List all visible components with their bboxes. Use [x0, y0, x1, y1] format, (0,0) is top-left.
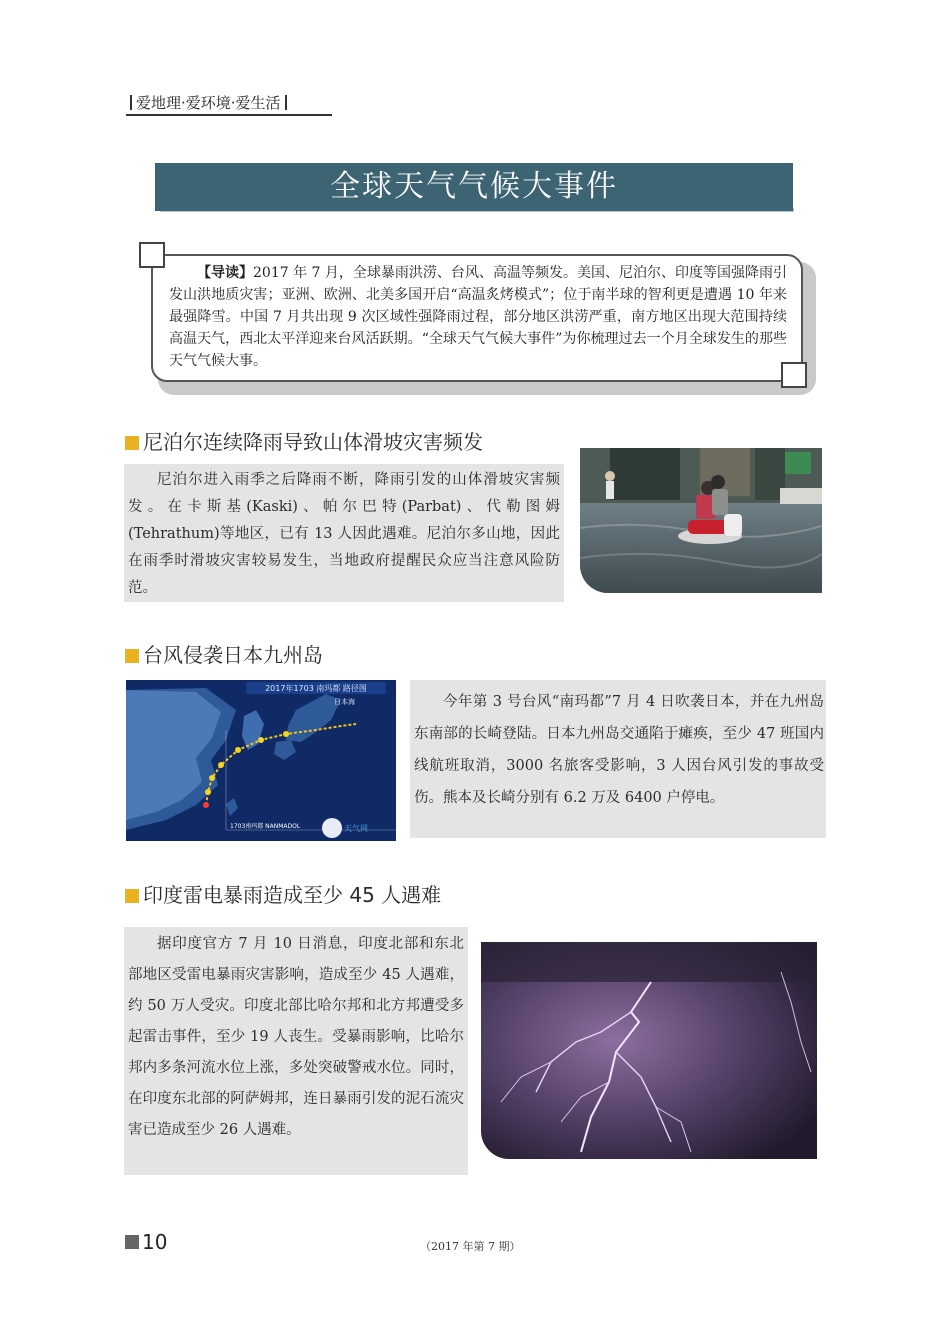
lead-corner-top-left	[139, 242, 165, 268]
heading-text: 尼泊尔连续降雨导致山体滑坡灾害频发	[143, 430, 483, 454]
section-heading-india	[125, 881, 441, 909]
body-text: 尼泊尔进入雨季之后降雨不断，降雨引发的山体滑坡灾害频发。在卡斯基(Kaski)、帕尔巴特(Parbat)、代勒图姆(Tehrathum)等地区，已有 13 人因此遇难。尼泊尔多山地，因此在雨季时滑坡灾害较易发生，当地政府提醒民众应当注意风险防范。	[128, 472, 560, 596]
header-bar-right	[285, 95, 287, 110]
page-title: 全球天气气候大事件	[155, 163, 793, 211]
folio-square-icon	[125, 1235, 139, 1249]
section-body-typhoon	[410, 680, 826, 838]
heading-text: 台风侵袭日本九州岛	[143, 643, 323, 667]
map-label-japan: 日本海	[334, 698, 355, 706]
issue-label: （2017 年第 7 期）	[420, 1240, 521, 1253]
nepal-flood-photo	[580, 448, 822, 593]
heading-square-icon	[125, 436, 139, 450]
section-heading-nepal	[125, 428, 483, 456]
section-heading-typhoon	[125, 641, 323, 669]
section-body-india	[124, 927, 468, 1175]
lead-label: 【导读】	[197, 265, 254, 281]
lead-text: 2017 年 7 月，全球暴雨洪涝、台风、高温等频发。美国、尼泊尔、印度等国强降雨引发山洪地质灾害；亚洲、欧洲、北美多国开启“高温炙烤模式”；位于南半球的智利更是遭遇 10 年来最强降雪。中国 7 月共出现 9 次区域性强降雨过程，部分地区洪涝严重，南方地区出现大范围持续高温天气，西北太平洋迎来台风活跃期。“全球天气气候大事件”为你梳理过去一个月全球发生的那些天气气候大事。	[169, 265, 787, 369]
heading-square-icon	[125, 889, 139, 903]
map-logo-text: 天气网	[344, 824, 368, 833]
section-body-nepal	[124, 464, 564, 602]
page-number	[125, 1230, 167, 1254]
lightning-photo	[481, 942, 817, 1159]
heading-text: 印度雷电暴雨造成至少 45 人遇难	[143, 883, 442, 907]
typhoon-track-map	[126, 680, 396, 841]
body-text: 今年第 3 号台风“南玛都”7 月 4 日吹袭日本，并在九州岛东南部的长崎登陆。日本九州岛交通陷于瘫痪，至少 47 班国内线航班取消，3000 名旅客受影响，3 人因台风引发的事故受伤。熊本及长崎分别有 6.2 万及 6400 户停电。	[414, 694, 824, 806]
lead-box	[151, 254, 803, 382]
flood-scene-image	[580, 448, 822, 593]
body-text: 据印度官方 7 月 10 日消息，印度北部和东北部地区受雷电暴雨灾害影响，造成至少 45 人遇难，约 50 万人受灾。印度北部比哈尔邦和北方邦遭受多起雷击事件，至少 19 人丧生。受暴雨影响，比哈尔邦内多条河流水位上涨，多处突破警戒水位。同时，在印度东北部的阿萨姆邦，连日暴雨引发的泥石流灾害已造成至少 26 人遇难。	[128, 936, 464, 1138]
map-typhoon-label: 1703南玛都 NANMADOL	[230, 823, 301, 830]
typhoon-map-image	[126, 680, 396, 841]
page-number-text: 10	[142, 1230, 168, 1254]
running-title: 爱地理·爱环境·爱生活	[136, 94, 281, 112]
running-header	[126, 92, 332, 116]
lightning-storm-image	[481, 942, 817, 1159]
lead-paragraph	[169, 262, 787, 372]
heading-square-icon	[125, 649, 139, 663]
header-bar-left	[130, 95, 132, 110]
lead-corner-bottom-right	[781, 362, 807, 388]
map-title: 2017年1703 南玛都 路径图	[265, 684, 367, 693]
